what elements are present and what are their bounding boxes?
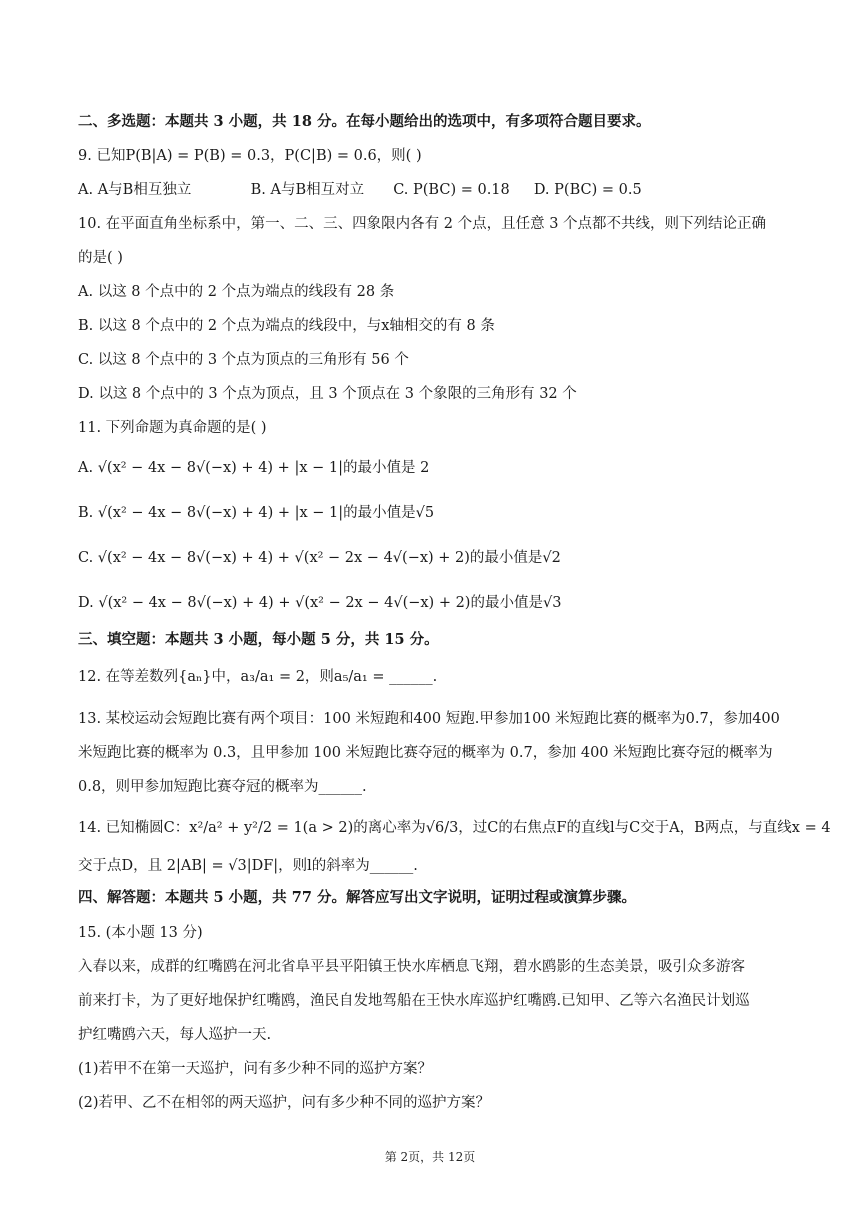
question-10-stem-line-1: 10. 在平面直角坐标系中，第一、二、三、四象限内各有 2 个点，且任意 3 个点都不共线，则下列结论正确 [78, 216, 767, 232]
question-11-option-d: D. √(x² − 4x − 8√(−x) + 4) + √(x² − 2x − 4√(−x) + 2)的最小值是√3 [78, 595, 562, 611]
question-10-option-b: B. 以这 8 个点中的 2 个点为端点的线段中，与x轴相交的有 8 条 [78, 318, 495, 334]
question-10-option-a: A. 以这 8 个点中的 2 个点为端点的线段有 28 条 [78, 284, 395, 300]
section-2-heading: 二、多选题：本题共 3 小题，共 18 分。在每小题给出的选项中，有多项符合题目要求。 [78, 113, 651, 130]
question-15-paragraph-line-2: 前来打卡，为了更好地保护红嘴鸥，渔民自发地驾船在王快水库巡护红嘴鸥.已知甲、乙等六名渔民计划巡 [78, 993, 750, 1009]
question-12-stem: 12. 在等差数列{aₙ}中，a₃/a₁ = 2，则a₅/a₁ = ______. [78, 669, 438, 685]
question-15-sub-question-1: (1)若甲不在第一天巡护，问有多少种不同的巡护方案？ [78, 1061, 433, 1077]
question-13-line-3: 0.8，则甲参加短跑比赛夺冠的概率为______. [78, 779, 367, 795]
question-11-option-c: C. √(x² − 4x − 8√(−x) + 4) + √(x² − 2x − 4√(−x) + 2)的最小值是√2 [78, 550, 561, 566]
question-9-option-b: B. A与B相互对立 [250, 182, 365, 198]
question-13-line-2: 米短跑比赛的概率为 0.3，且甲参加 100 米短跑比赛夺冠的概率为 0.7，参加 400 米短跑比赛夺冠的概率为 [78, 745, 773, 761]
section-3-heading: 三、填空题：本题共 3 小题，每小题 5 分，共 15 分。 [78, 631, 439, 648]
question-9-options [78, 180, 642, 200]
question-9-option-d: D. P(BC) = 0.5 [533, 182, 642, 198]
page-footer: 第 2页，共 12页 [384, 1150, 476, 1164]
section-4-heading: 四、解答题：本题共 5 小题，共 77 分。解答应写出文字说明，证明过程或演算步骤。 [78, 889, 636, 906]
question-10-stem-line-2: 的是( ) [78, 250, 123, 266]
question-11-option-b: B. √(x² − 4x − 8√(−x) + 4) + |x − 1|的最小值是√5 [78, 505, 435, 521]
question-9-option-a: A. A与B相互独立 [78, 182, 192, 198]
question-15-title: 15. (本小题 13 分) [78, 925, 203, 941]
question-15-paragraph-line-3: 护红嘴鸥六天，每人巡护一天. [78, 1027, 272, 1043]
question-14-line-2: 交于点D，且 2|AB| = √3|DF|，则l的斜率为______. [78, 858, 418, 874]
question-15-sub-question-2: (2)若甲、乙不在相邻的两天巡护，问有多少种不同的巡护方案？ [78, 1095, 491, 1111]
question-15-paragraph-line-1: 入春以来，成群的红嘴鸥在河北省阜平县平阳镇王快水库栖息飞翔，碧水鸥影的生态美景，吸引众多游客 [78, 959, 745, 975]
question-11-stem: 11. 下列命题为真命题的是( ) [78, 420, 267, 436]
question-14-line-1: 14. 已知椭圆C：x²/a² + y²/2 = 1(a > 2)的离心率为√6/3，过C的右焦点F的直线l与C交于A，B两点，与直线x = 4 [78, 820, 831, 836]
question-11-option-a: A. √(x² − 4x − 8√(−x) + 4) + |x − 1|的最小值是 2 [78, 460, 430, 476]
question-13-line-1: 13. 某校运动会短跑比赛有两个项目：100 米短跑和400 短跑.甲参加100 米短跑比赛的概率为0.7，参加400 [78, 711, 780, 727]
question-9-stem: 9. 已知P(B|A) = P(B) = 0.3，P(C|B) = 0.6，则( ) [78, 148, 422, 164]
question-10-option-c: C. 以这 8 个点中的 3 个点为顶点的三角形有 56 个 [78, 352, 409, 368]
question-9-option-c: C. P(BC) = 0.18 [393, 182, 510, 198]
question-10-option-d: D. 以这 8 个点中的 3 个点为顶点，且 3 个顶点在 3 个象限的三角形有 32 个 [78, 386, 577, 402]
